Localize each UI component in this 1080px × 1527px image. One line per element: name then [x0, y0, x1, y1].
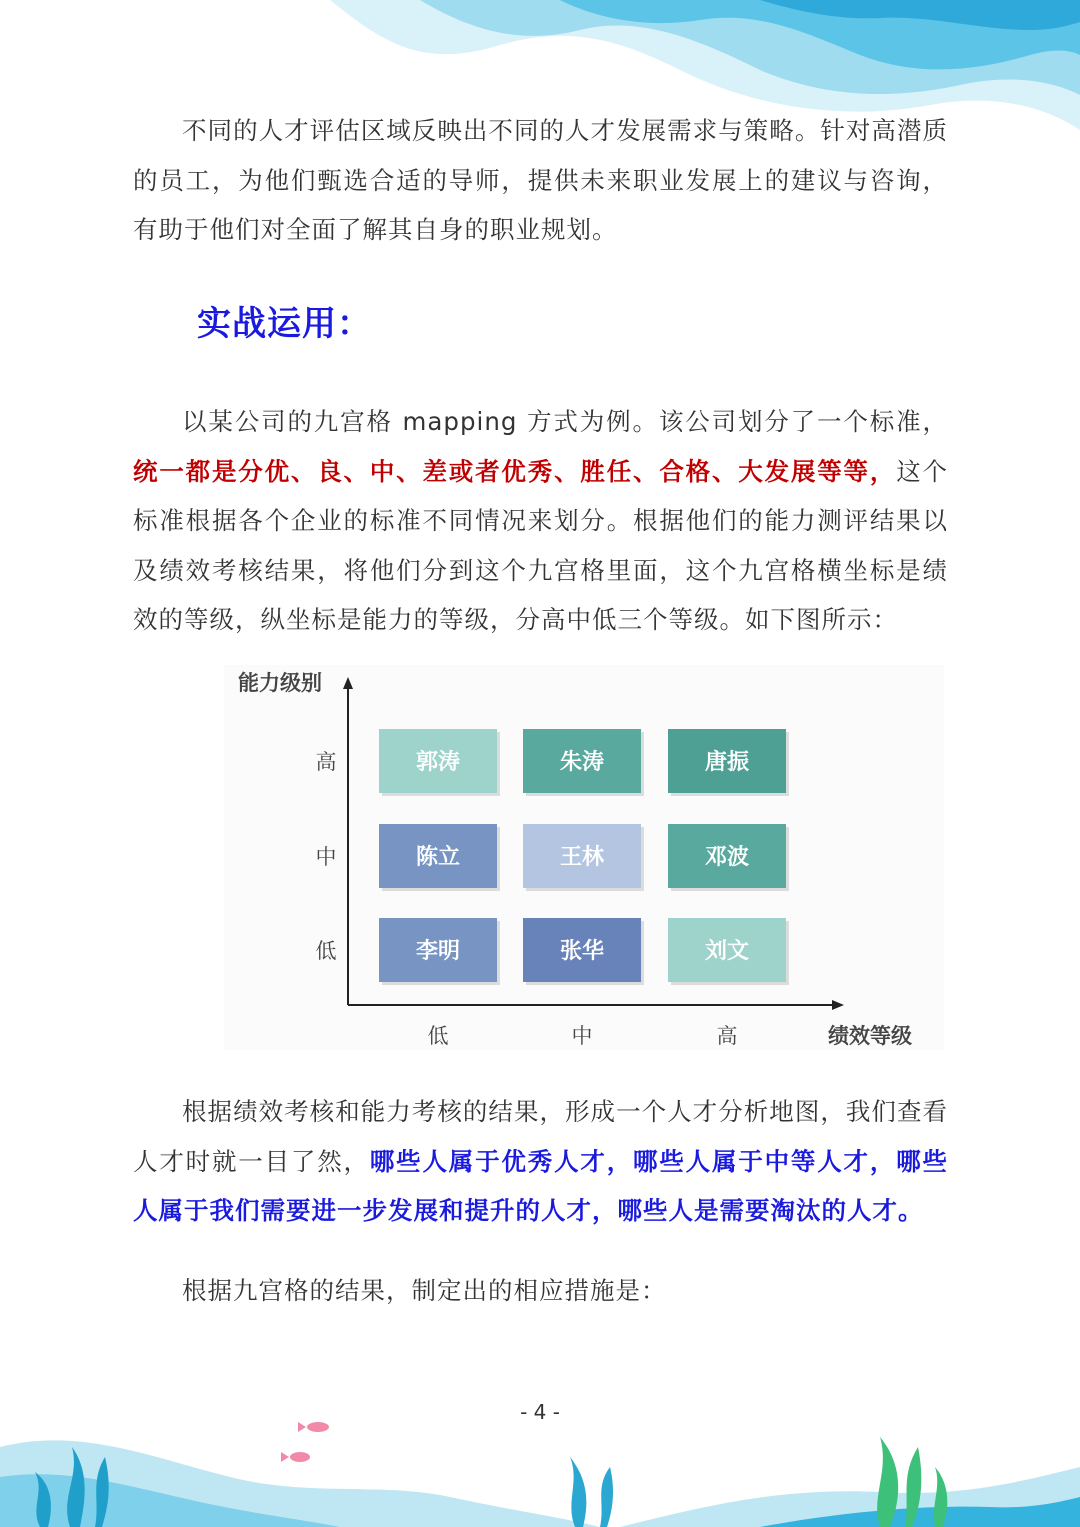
y-tick-label: 低	[315, 939, 337, 963]
section-heading: 实战运用：	[197, 304, 372, 344]
grid-cell	[379, 729, 500, 796]
mapping-standard-emphasis: 统一都是分优、良、中、差或者优秀、胜任、合格、大发展等等，	[133, 456, 897, 486]
y-tick-label: 高	[315, 750, 337, 774]
grid-cell-name: 朱涛	[559, 749, 605, 775]
nine-box-chart	[224, 665, 944, 1050]
talent-map-emphasis: 哪些人属于优秀人才，哪些人属于中等人才，哪些人属于我们需要进一步发展和提升的人才，哪些人是需要淘汰的人才。	[133, 1146, 949, 1225]
talent-map-intro-text: 根据绩效考核和能力考核的结果，形成一个人才分析地图，我们查看人才时就一目了然，	[133, 1097, 948, 1176]
grid-cell	[523, 918, 644, 985]
mapping-intro-text: 以某公司的九宫格 mapping 方式为例。该公司划分了一个标准，	[182, 407, 948, 436]
grid-cell-name: 李明	[415, 938, 461, 964]
grid-cell	[523, 729, 644, 796]
nine-box-chart-svg	[224, 665, 944, 1050]
bottom-sea-decoration	[0, 1387, 1080, 1527]
grid-cell-name: 张华	[559, 938, 605, 964]
paragraph-measures: 根据九宫格的结果，制定出的相应措施是：	[182, 1276, 667, 1305]
page-number: - 4 -	[520, 1400, 560, 1424]
x-tick-label: 高	[716, 1024, 738, 1048]
grid-cell	[668, 824, 789, 891]
grid-cell-name: 邓波	[704, 844, 750, 870]
paragraph-talent-strategy: 不同的人才评估区域反映出不同的人才发展需求与策略。针对高潜质的员工，为他们甄选合适的导师，提供未来职业发展上的建议与咨询，有助于他们对全面了解其自身的职业规划。	[133, 116, 948, 244]
grid-cell	[523, 824, 644, 891]
y-axis-arrow	[343, 677, 353, 689]
grid-cell	[379, 918, 500, 985]
paragraph-mapping-example	[133, 397, 948, 645]
seaweed-right-icon	[877, 1437, 947, 1527]
fish-icon	[281, 1422, 329, 1462]
x-tick-label: 中	[571, 1024, 593, 1048]
x-axis-title: 绩效等级	[828, 1023, 912, 1048]
mapping-explanation-text: 这个标准根据各个企业的标准不同情况来划分。根据他们的能力测评结果以及绩效考核结果，将他们分到这个九宫格里面，这个九宫格横坐标是绩效的等级，纵坐标是能力的等级，分高中低三个等级。如下图所示：	[133, 456, 949, 634]
grid-cell-name: 郭涛	[415, 749, 461, 775]
paragraph-talent-map	[133, 1087, 948, 1236]
y-tick-label: 中	[315, 845, 337, 869]
grid-cell	[379, 824, 500, 891]
grid-cell-name: 陈立	[415, 844, 461, 870]
seaweed-middle-icon	[570, 1457, 613, 1527]
grid-cell-name: 王林	[559, 844, 605, 870]
grid-cell-name: 唐振	[704, 749, 750, 775]
x-tick-label: 低	[427, 1024, 449, 1048]
y-axis-title: 能力级别	[238, 670, 322, 695]
grid-cell	[668, 729, 789, 796]
grid-cell-name: 刘文	[704, 938, 750, 964]
x-axis-arrow	[832, 1000, 844, 1010]
grid-cell	[668, 918, 789, 985]
